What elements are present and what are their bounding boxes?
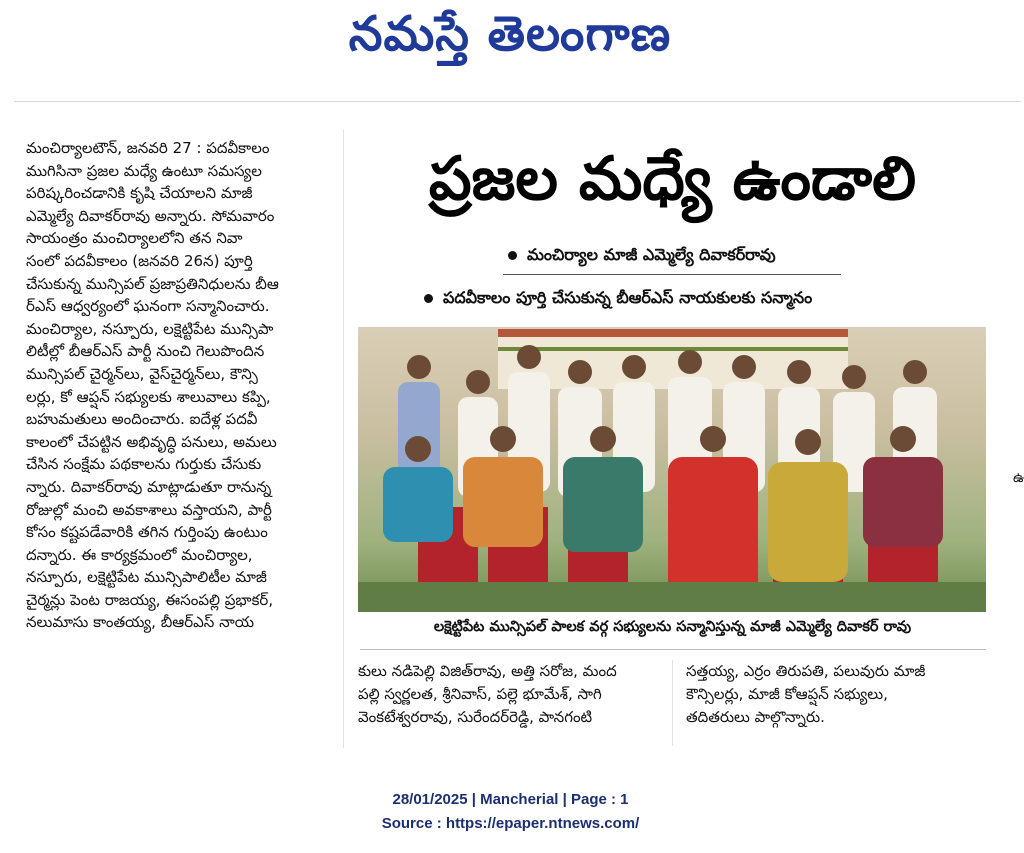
article-text-line: ముగిసినా ప్రజల మధ్యే ఉంటూ సమస్యల	[26, 161, 262, 180]
bullet-icon	[508, 251, 517, 260]
article-text-line: ఎమ్మెల్యే దివాకర్‌రావు అన్నారు. సోమవారం	[26, 206, 275, 225]
footer-date-line: 28/01/2025 | Mancherial | Page : 1	[392, 791, 629, 808]
column-divider	[343, 130, 344, 748]
photo-caption: లక్షెట్టిపేట మున్సిపల్ పాలక వర్గ సభ్యులను సన్మానిస్తున్న మాజీ ఎమ్మెల్యే దివాకర్ రావు	[433, 619, 912, 635]
article-text-line: కోసం కష్టపడేవారికి తగిన గుర్తింపు ఉంటుం	[26, 523, 268, 542]
article-text-line: లర్లు, కో ఆప్షన్ సభ్యులకు శాలువాలు కప్పి,	[26, 387, 271, 406]
subheadline-1: మంచిర్యాల మాజీ ఎమ్మెల్యే దివాకర్‌రావు	[508, 245, 776, 268]
column-divider	[672, 660, 673, 746]
article-text-line: పరిష్కరించడానికి కృషి చేయాలని మాజీ	[26, 184, 253, 203]
article-text-line: సంలో పదవీకాలం (జనవరి 26న) పూర్తి	[26, 251, 253, 270]
newspaper-masthead: నమస్తే తెలంగాణ	[348, 6, 672, 62]
article-text-line: మంచిర్యాల, నస్పూరు, లక్షెట్టిపేట మున్సిపా	[26, 319, 274, 338]
caption-divider	[360, 649, 986, 650]
article-text-line: వెంకటేశ్వరరావు, సురేందర్‌రెడ్డి, పానగంటి	[358, 708, 593, 726]
article-text-line: చేసుకున్న మున్సిపల్ ప్రజాప్రతినిధులను బీఆ	[26, 274, 279, 293]
article-text-line: కాలంలో చేపట్టిన అభివృద్ధి పనులు, అమలు	[26, 432, 277, 451]
masthead-divider	[14, 101, 1021, 102]
article-middle-column	[358, 660, 658, 750]
subheadline-2: పదవీకాలం పూర్తి చేసుకున్న బీఆర్‌ఎస్ నాయకులకు సన్మానం	[424, 288, 812, 311]
article-headline: ప్రజల మధ్యే ఉండాలి	[428, 144, 917, 214]
article-text-line: ర్‌ఎస్ ఆధ్వర్యంలో ఘనంగా సన్మానించారు.	[26, 297, 270, 316]
footer-source-line: Source : https://epaper.ntnews.com/	[381, 815, 640, 832]
article-right-column	[686, 660, 986, 750]
article-text-line: నస్పూరు, లక్షెట్టిపేట మున్సిపాలిటీల మాజీ	[26, 568, 267, 587]
article-text-line: మంచిర్యాలటౌన్, జనవరి 27 : పదవీకాలం	[26, 139, 270, 157]
article-text-line: బహుమతులు అందించారు. ఐదేళ్ల పదవీ	[26, 410, 258, 429]
article-text-line: చైర్మన్లు పెంట రాజయ్య, ఈసంపల్లి ప్రభాకర్,	[26, 590, 274, 609]
article-text-line: మున్సిపల్ చైర్మన్‌లు, వైస్‌చైర్మన్‌లు, కౌన్సి	[26, 364, 258, 383]
article-text-line: కౌన్సిలర్లు, మాజీ కోఆప్షన్ సభ్యులు,	[686, 685, 888, 703]
article-text-line: లిటీల్లో బీఆర్‌ఎస్ పార్టీ నుంచి గెలుపొందిన	[26, 342, 265, 361]
article-text-line: పల్లి స్వర్ణలత, శ్రీనివాస్, పల్లె భూమేశ్, సాగి	[358, 685, 602, 703]
adjacent-article-fragment: ఉ	[1013, 470, 1024, 486]
article-text-line: దన్నారు. ఈ కార్యక్రమంలో మంచిర్యాల,	[26, 545, 253, 564]
event-photo	[358, 327, 986, 612]
bullet-icon	[424, 294, 433, 303]
article-text-line: రోజుల్లో మంచి అవకాశాలు వస్తాయని, పార్టీ	[26, 500, 272, 519]
subheadline-underline	[503, 274, 841, 275]
article-text-line: సాయంత్రం మంచిర్యాలలోని తన నివా	[26, 229, 243, 248]
article-text-line: న్నారు. దివాకర్‌రావు మాట్లాడుతూ రానున్న	[26, 477, 272, 496]
article-left-column	[26, 137, 331, 747]
article-text-line: సత్తయ్య, ఎర్రం తిరుపతి, పలువురు మాజీ	[686, 662, 926, 680]
group-photo-illustration	[358, 327, 986, 612]
article-text-line: చేసిన సంక్షేమ పథకాలను గుర్తుకు చేసుకు	[26, 455, 262, 474]
article-text-line: నలుమాసు కాంతయ్య, బీఆర్‌ఎస్ నాయ	[26, 613, 254, 632]
article-text-line: కులు నడిపెల్లి విజిత్‌రావు, అత్తి సరోజ, మంద	[358, 662, 617, 680]
article-text-line: తదితరులు పాల్గొన్నారు.	[686, 708, 825, 726]
